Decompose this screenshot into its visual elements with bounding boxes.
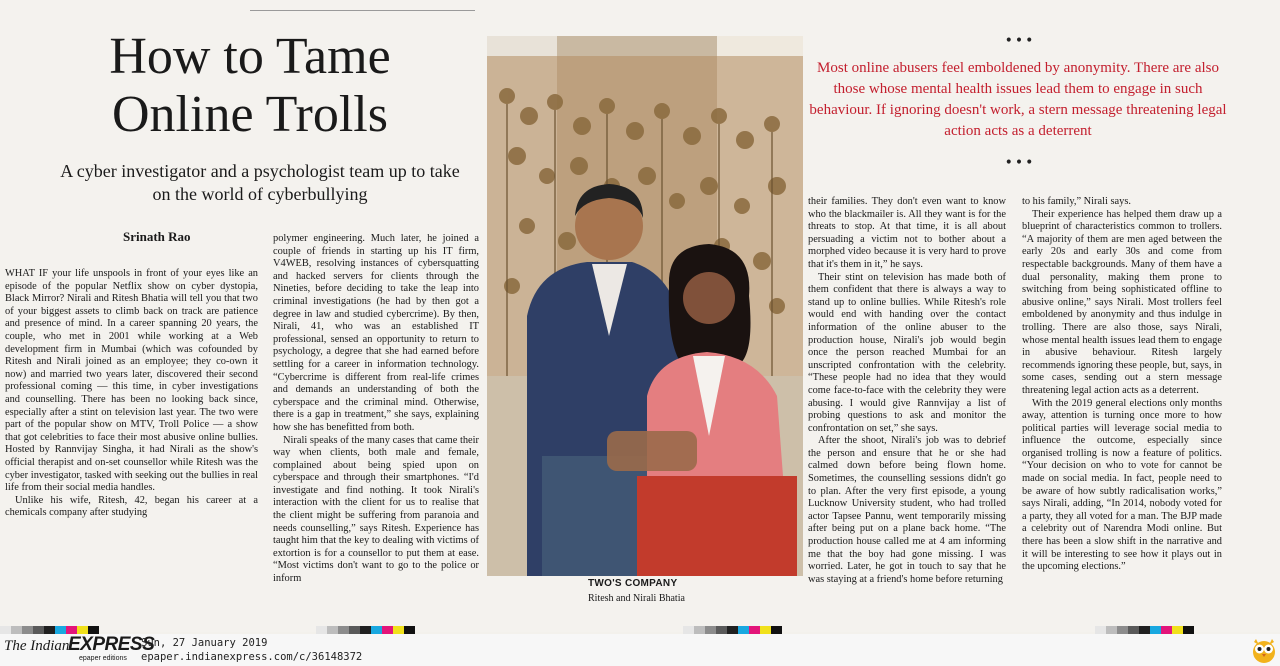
- colorbar-swatch: [1106, 626, 1117, 634]
- paragraph: Their experience has helped them draw up a blueprint of characteristics common to trollers. “A majority of them are men aged between the early 20s and early 30s and come from respectable backgrounds. Many of them have a dual personality, making them prone to switching from being sophisticated offline to abusive online,” says Nirali. Most trollers feel emboldened by anonymity and thus indulge in trolling. There are also those, says Nirali, whose mental health issues lead them to engage in abusive behaviour. Ritesh largely recommends ignoring these people, but, says, in some cases, sending out a stern message threatening legal action acts as a deterrent.: [1022, 208, 1222, 396]
- headline: [60, 28, 440, 144]
- colorbar-swatch: [738, 626, 749, 634]
- print-colorbar-2: [316, 626, 415, 634]
- logo-express: EXPRESS: [68, 634, 155, 655]
- colorbar-swatch: [33, 626, 44, 634]
- paragraph: With the 2019 general elections only months away, attention is turning once more to how political parties will leverage social media to influence the outcome, especially since organised trolling is now a feature of politics. “Your decision on who to vote for cannot be made on social media. In fact, people need to be aware of how subtly radicalisation works,” says Nirali, adding, “In 2014, nobody voted for a party, they all voted for a man. The BJP made a celebrity out of Narendra Modi online. But there has been a slow shift in the narrative and it will be interesting to see how it plays out in the upcoming elections.”: [1022, 397, 1222, 573]
- photo-ritesh-nirali: [487, 36, 803, 576]
- photo-caption-title: TWO'S COMPANY: [588, 578, 678, 589]
- colorbar-swatch: [760, 626, 771, 634]
- colorbar-swatch: [694, 626, 705, 634]
- pullquote: Most online abusers feel emboldened by anonymity. There are also those whose mental health issues lead them to engage in such behaviour. If ignoring doesn't work, a stern message threatening legal action acts as a deterrent: [809, 60, 1227, 139]
- colorbar-swatch: [338, 626, 349, 634]
- epaper-link[interactable]: epaper.indianexpress.com/c/36148372: [141, 651, 363, 663]
- colorbar-swatch: [11, 626, 22, 634]
- pullquote-dots-top: •••: [1004, 33, 1036, 49]
- logo-subtitle: epaper editions: [79, 655, 127, 662]
- colorbar-swatch: [349, 626, 360, 634]
- colorbar-swatch: [55, 626, 66, 634]
- colorbar-swatch: [749, 626, 760, 634]
- colorbar-swatch: [1172, 626, 1183, 634]
- colorbar-swatch: [22, 626, 33, 634]
- rule-line: [250, 10, 475, 11]
- couple-photo-illustration: [487, 36, 803, 576]
- print-colorbar-4: [1095, 626, 1194, 634]
- article-column-2: [273, 233, 479, 609]
- paragraph: WHAT IF your life unspools in front of your eyes like an episode of the popular Netflix show on cyber dystopia, Black Mirror? Nirali and Ritesh Bhatia will tell you that two of your biggest assets to climb back on track are patience and presence of mind. In a career spanning 20 years, the couple, who met in 2001 while working at a Web development firm in Mumbai (which was cofounded by Ritesh and Nirali joined as an employee; they co-own it now) and married two years later, discovered their second professional coming — this time, in cyber investigations and counselling. There has been no looking back since, especially after a stint on television last year. The two were part of the popular show on MTV, Troll Police — a show that got celebrities to face their most abusive online bullies. Hosted by Rannvijay Singha, it had Nirali as the show's official therapist and on-set counsellor while Ritesh was the cyber investigator, tasked with seeking out the bullies in real life from their social media handles.: [5, 268, 258, 494]
- colorbar-swatch: [716, 626, 727, 634]
- colorbar-swatch: [66, 626, 77, 634]
- paragraph: Unlike his wife, Ritesh, 42, began his career at a chemicals company after studying: [5, 494, 258, 519]
- pullquote-dots-bottom: •••: [1004, 155, 1036, 171]
- deck: A cyber investigator and a psychologist team up to take on the world of cyberbullying: [60, 161, 460, 204]
- colorbar-swatch: [1128, 626, 1139, 634]
- paragraph: Nirali speaks of the many cases that came their way when clients, both male and female, complained about being spied upon on cyberspace and through their smartphones. “I'd investigate and find nothing. It took Nirali's interaction with the client for us to realise that the client might be suffering from paranoia and needs counselling,” says Ritesh. Experience has taught him that the key to dealing with victims of extortion is for a counsellor to put them at ease. “Most victims don't want to go to the police or inform: [273, 434, 479, 585]
- colorbar-swatch: [683, 626, 694, 634]
- byline: Srinath Rao: [123, 229, 191, 244]
- edition-date: Sun, 27 January 2019: [141, 637, 268, 649]
- paragraph: to his family,” Nirali says.: [1022, 196, 1131, 207]
- article-column-1: [5, 268, 258, 610]
- colorbar-swatch: [1150, 626, 1161, 634]
- colorbar-swatch: [1095, 626, 1106, 634]
- colorbar-swatch: [327, 626, 338, 634]
- paragraph: polymer engineering. Much later, he joined a couple of friends in starting up his IT firm, V4WEB, resolving instances of cybersquatting and hacked servers for clients through the Nineties, before deciding to take the leap into criminal investigations (he had by then got a degree in law and studied cybercrime). By then, Nirali, 41, who was an established IT professional, sensed an opportunity to return to psychology, a degree that she had earned before settling for a career in information technology. “Cybercrime is different from real-life crimes and demands an understanding of both the cyberspace and the criminal mind. Otherwise, there is a gap in treatment,” she says, explaining how she has benefitted from both.: [273, 233, 479, 433]
- article-column-4: [1022, 196, 1222, 610]
- print-colorbar-1: [0, 626, 99, 634]
- paragraph: Their stint on television has made both of them confident that there is always a way to stand up to online bullies. While Ritesh's role would end with handing over the contact information of the online abuser to the production house, Nirali's job would begin once the person reached Mumbai for an unscripted confrontation with the celebrity. “These people had no idea that they would come face-to-face with the celebrity they were abusing. I would give Rannvijay a list of probing questions to ask and monitor the confrontation on set,” she says.: [808, 271, 1006, 434]
- print-colorbar-3: [683, 626, 782, 634]
- colorbar-swatch: [44, 626, 55, 634]
- colorbar-swatch: [393, 626, 404, 634]
- colorbar-swatch: [88, 626, 99, 634]
- colorbar-swatch: [360, 626, 371, 634]
- colorbar-swatch: [727, 626, 738, 634]
- paragraph: After the shoot, Nirali's job was to debrief the person and ensure that he or she had calmed down before being flown home. Sometimes, the counselling sessions didn't go to plan. After the very first episode, a young Lucknow University student, who had trolled actor Tapsee Pannu, went temporarily missing after being put on a plane back home. “The production house called me at 4 am informing me that the boy had gone missing. I was worried. Later, he got in touch to say that he was staying at a friend's home before returning: [808, 435, 1006, 585]
- colorbar-swatch: [1117, 626, 1128, 634]
- photo-caption: Ritesh and Nirali Bhatia: [588, 593, 685, 604]
- colorbar-swatch: [316, 626, 327, 634]
- colorbar-swatch: [404, 626, 415, 634]
- colorbar-swatch: [77, 626, 88, 634]
- colorbar-swatch: [705, 626, 716, 634]
- colorbar-swatch: [1183, 626, 1194, 634]
- colorbar-swatch: [1139, 626, 1150, 634]
- owl-mascot-icon: [1251, 636, 1277, 664]
- colorbar-swatch: [371, 626, 382, 634]
- colorbar-swatch: [0, 626, 11, 634]
- colorbar-swatch: [771, 626, 782, 634]
- paragraph: their families. They don't even want to know who the blackmailer is. All they want is for the threats to stop. At that time, it is all about persuading a victim not to bother about a morphed video because it is very hard to prove that it's them in it,” he says.: [808, 196, 1006, 270]
- colorbar-swatch: [1161, 626, 1172, 634]
- colorbar-swatch: [382, 626, 393, 634]
- headline-line1: How to Tame: [109, 28, 391, 85]
- headline-line2: Online Trolls: [112, 86, 388, 143]
- article-column-3: [808, 196, 1006, 610]
- logo-the-indian: The Indian: [4, 638, 70, 654]
